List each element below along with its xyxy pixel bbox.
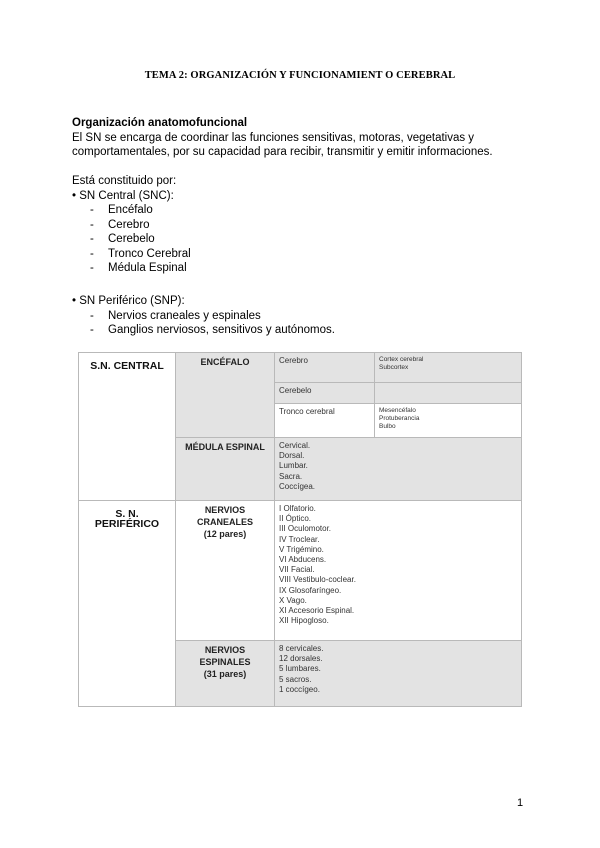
nerve-item: VI Abducens. xyxy=(279,555,327,565)
part-item: Protuberancia xyxy=(379,415,420,422)
part-item: Coccígea. xyxy=(279,481,316,491)
nerve-item: III Oculomotor. xyxy=(279,524,332,534)
cerebelo-label: Cerebelo xyxy=(275,383,375,404)
nerve-item: VIII Vestibulo-coclear. xyxy=(279,575,356,585)
sn-central-label: S.N. CENTRAL xyxy=(79,353,176,501)
nerve-item: V Trigémino. xyxy=(279,544,324,554)
craneales-list xyxy=(275,501,522,641)
nervous-system-table xyxy=(78,352,522,707)
nerve-item: II Óptico. xyxy=(279,514,312,524)
medula-label: MÉDULA ESPINAL xyxy=(176,438,275,501)
nerve-item: XII Hipogloso. xyxy=(279,616,329,626)
part-item: Mesencéfalo xyxy=(379,407,416,414)
nerve-item: 5 lumbares. xyxy=(279,664,321,674)
nerve-item: 8 cervicales. xyxy=(279,644,324,653)
intro-text: Está constituido por: xyxy=(72,175,177,187)
nerve-item: XI Accesorio Espinal. xyxy=(279,606,355,616)
encefalo-label: ENCÉFALO xyxy=(176,353,275,438)
section-snc xyxy=(72,174,191,276)
craneales-label: NERVIOS CRANEALES (12 pares) xyxy=(176,501,275,641)
part-item: Sacra. xyxy=(279,471,303,481)
section-heading: Organización anatomofuncional xyxy=(72,117,248,129)
nerve-item: X Vago. xyxy=(279,595,307,605)
paragraph-line: El SN se encarga de coordinar las funciones sensitivas, motoras, vegetativas y xyxy=(72,131,475,144)
page-number: 1 xyxy=(517,797,524,809)
nerve-item: 1 coccígeo. xyxy=(279,684,320,694)
list-item: - Ganglios nerviosos, sensitivos y autónomos. xyxy=(72,323,335,338)
nerve-item: VII Facial. xyxy=(279,565,315,575)
document-title: TEMA 2: ORGANIZACIÓN Y FUNCIONAMIENT O CEREBRAL xyxy=(144,70,456,81)
tronco-parts xyxy=(375,404,522,438)
part-item: Cortex cerebral xyxy=(379,356,424,363)
nerve-item: 12 dorsales. xyxy=(279,654,323,664)
nerve-item: I Olfatorio. xyxy=(279,504,316,513)
list-item: - Tronco Cerebral xyxy=(72,247,191,262)
medula-parts xyxy=(275,438,522,501)
tronco-label: Tronco cerebral xyxy=(275,404,375,438)
section-snp xyxy=(72,294,335,338)
list-item: - Cerebelo xyxy=(72,232,191,247)
sn-periferico-label: S. N. PERIFÉRICO xyxy=(79,501,176,707)
bullet-snp: • SN Periférico (SNP): xyxy=(72,295,185,307)
snc-list xyxy=(72,203,191,276)
cerebro-parts xyxy=(375,353,522,383)
nerve-item: 5 sacros. xyxy=(279,674,312,684)
snp-list xyxy=(72,309,335,338)
part-item: Bulbo xyxy=(379,423,396,430)
nerve-item: IX Glosofaríngeo. xyxy=(279,585,342,595)
cerebelo-empty xyxy=(375,383,522,404)
bullet-snc: • SN Central (SNC): xyxy=(72,189,174,202)
part-item: Lumbar. xyxy=(279,461,308,471)
part-item: Subcortex xyxy=(379,364,409,371)
list-item: - Encéfalo xyxy=(72,203,191,218)
list-item: - Cerebro xyxy=(72,218,191,233)
list-item: - Nervios craneales y espinales xyxy=(72,309,335,324)
paragraph-line: comportamentales, por su capacidad para recibir, transmitir y emitir informaciones. xyxy=(72,146,493,158)
section-organizacion xyxy=(72,116,512,160)
part-item: Dorsal. xyxy=(279,451,305,461)
part-item: Cervical. xyxy=(279,441,311,450)
list-item: - Médula Espinal xyxy=(72,261,191,276)
nerve-item: IV Troclear. xyxy=(279,534,320,544)
espinales-list xyxy=(275,641,522,707)
espinales-label: NERVIOS ESPINALES (31 pares) xyxy=(176,641,275,707)
cerebro-label: Cerebro xyxy=(275,353,375,383)
